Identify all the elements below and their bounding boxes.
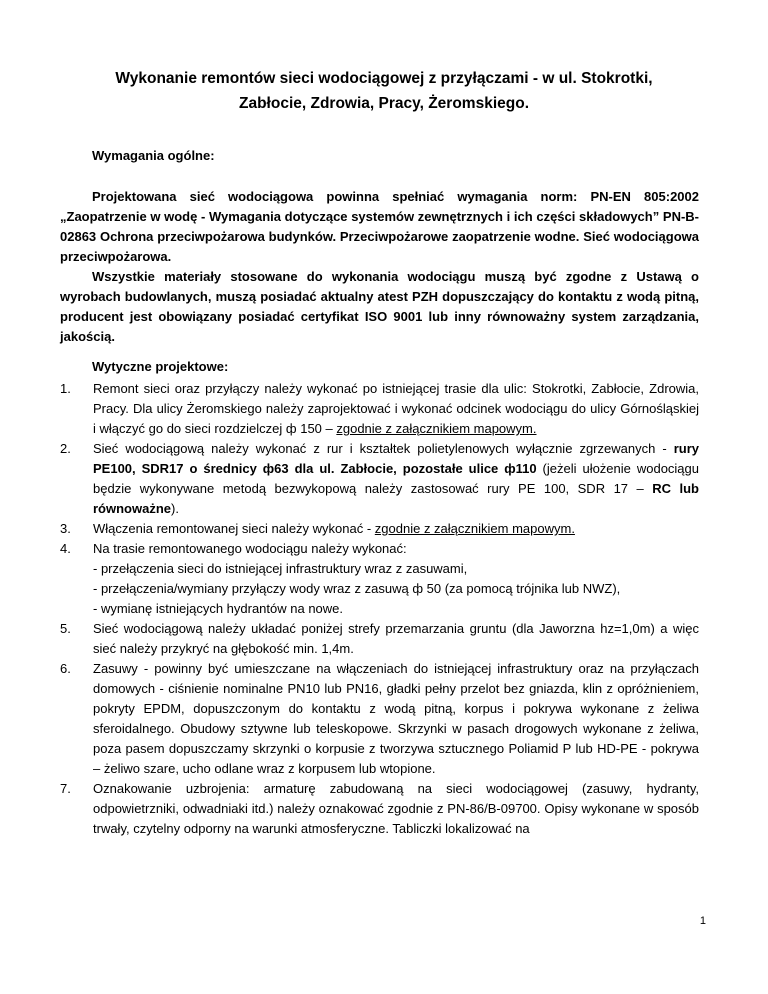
list-item: [60, 659, 699, 779]
item-text: Sieć wodociągową należy wykonać z rur i kształtek polietylenowych wyłącznie zgrzewanych -: [93, 441, 674, 456]
general-requirements-heading: Wymagania ogólne:: [92, 148, 215, 163]
item-number: 7.: [60, 781, 71, 796]
sub-item: - wymianę istniejących hydrantów na nowe.: [93, 601, 344, 616]
list-item: [60, 539, 699, 619]
item-number: 5.: [60, 621, 71, 636]
item-text: Sieć wodociągową należy układać poniżej strefy przemarzania gruntu (dla Jaworzna hz=1,0m) a więc sieć należy przykryć na głębokość min. 1,4m.: [93, 621, 699, 656]
sub-item: - przełączenia/wymiany przyłączy wody wraz z zasuwą ф 50 (za pomocą trójnika lub NWZ),: [93, 581, 621, 596]
item-text: Włączenia remontowanej sieci należy wykonać -: [93, 521, 375, 536]
item-text: (jeżeli ułożenie wodociągu będzie wykonywane metodą bezwykopową należy zastosować rury PE 100, SDR 17 –: [93, 461, 700, 496]
item-number: 1.: [60, 381, 71, 396]
item-number: 3.: [60, 521, 71, 536]
item-number: 2.: [60, 441, 71, 456]
item-text: Oznakowanie uzbrojenia: armaturę zabudowaną na sieci wodociągowej (zasuwy, hydranty, odpowietrzniki, odwadniaki itd.) należy oznakować zgodnie z PN-86/B-09700. Opisy wykonane w sposób trwały, czytelny odporny na warunki atmosferyczne. Tabliczki lokalizować na: [93, 781, 699, 836]
title-line-1: Wykonanie remontów sieci wodociągowej z przyłączami - w ul. Stokrotki,: [115, 70, 653, 87]
list-item: [60, 439, 699, 519]
guidelines-list: [60, 379, 699, 839]
map-attachment-reference: zgodnie z załącznikiem mapowym.: [336, 421, 537, 436]
item-text: ).: [171, 501, 179, 516]
title-line-2: Zabłocie, Zdrowia, Pracy, Żeromskiego.: [239, 95, 529, 112]
item-text: Zasuwy - powinny być umieszczane na włączeniach do istniejącej infrastruktury oraz na przyłączach domowych - ciśnienie nominalne PN10 lub PN16, gładki pełny przelot bez gniazda, klin z opróżnieniem, pokryty EPDM, dopuszczonym do kontaktu z wodą pitną, korpus i pokrywa wykonane z żeliwa sferoidalnego. Obudowy sztywne lub teleskopowe. Skrzynki w pasach drogowych wykonane z żeliwa, poza pasem dopuszczamy skrzynki o korpusie z tworzywa sztucznego Poliamid P lub HD-PE - pokrywa – żeliwo szare, ucho odlane wraz z korpusem lub wtopione.: [93, 661, 699, 776]
map-attachment-reference: zgodnie z załącznikiem mapowym.: [374, 521, 575, 536]
rc-spec-bold: RC lub równoważne: [93, 481, 699, 516]
item-number: 6.: [60, 661, 71, 676]
standards-paragraph: Projektowana sieć wodociągowa powinna spełniać wymagania norm: PN-EN 805:2002 „Zaopatrzenie w wodę - Wymagania dotyczące systemów zewnętrznych i ich części składowych” PN-B-02863 Ochrona przeciwpożarowa budynków. Przeciwpożarowe zaopatrzenie wodne. Sieć wodociągowa przeciwpożarowa.: [60, 189, 699, 264]
design-guidelines-heading: Wytyczne projektowe:: [92, 359, 229, 374]
sub-item: - przełączenia sieci do istniejącej infrastruktury wraz z zasuwami,: [93, 561, 468, 576]
item-text: Na trasie remontowanego wodociągu należy wykonać:: [93, 541, 407, 556]
list-item: [60, 779, 699, 839]
list-item: [60, 379, 699, 439]
page-number: 1: [699, 915, 706, 927]
general-requirements-text: [60, 187, 699, 347]
pipe-spec-bold: rury PE100, SDR17 o średnicy ф63 dla ul. Zabłocie, pozostałe ulice ф110: [93, 441, 699, 476]
materials-paragraph: Wszystkie materiały stosowane do wykonania wodociągu muszą być zgodne z Ustawą o wyrobach budowlanych, muszą posiadać aktualny atest PZH dopuszczający do kontaktu z wodą pitną, producent jest obowiązany posiadać certyfikat ISO 9001 lub inny równoważny system zarządzania, jakością.: [60, 269, 699, 344]
list-item: [60, 519, 699, 539]
document-title: [60, 66, 708, 116]
item-number: 4.: [60, 541, 71, 556]
list-item: [60, 619, 699, 659]
item-text: Remont sieci oraz przyłączy należy wykonać po istniejącej trasie dla ulic: Stokrotki, Zabłocie, Zdrowia, Pracy. Dla ulicy Żeromskiego należy zaprojektować i wykonać odcinek wodociągu do ulicy Górnośląskiej i włączyć go do sieci rozdzielczej ф 150 –: [93, 381, 699, 436]
